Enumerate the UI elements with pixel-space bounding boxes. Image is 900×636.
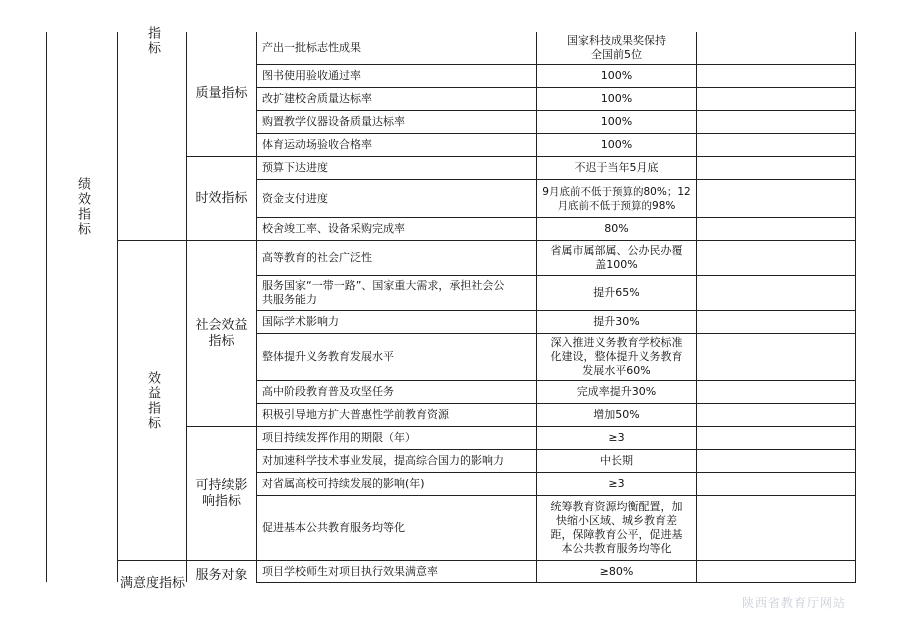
indicator-social: 社会效益指标: [195, 317, 248, 349]
table-row-8-value: 省属市属部属、公办民办覆 盖100%: [550, 244, 683, 271]
table-row-7-value: 80%: [604, 222, 629, 235]
table-row-2-name: 改扩建校舍质量达标率: [262, 92, 372, 105]
row-line-bottom: [256, 582, 856, 583]
indicator-service: 服务对象: [195, 568, 248, 583]
table-row-10-value: 提升30%: [593, 315, 640, 328]
table-row-11-name: 整体提升义务教育发展水平: [262, 350, 394, 363]
table-row-14-value: ≥3: [608, 431, 625, 444]
table-row-4-name: 体育运动场验收合格率: [262, 138, 372, 151]
table-row-13-value: 增加50%: [593, 408, 640, 421]
table-row-18-value: ≥80%: [599, 564, 634, 578]
subcategory-benefit: 效益指标: [145, 370, 160, 431]
table-divider-remark: [696, 32, 697, 582]
table-row-0-name: 产出一批标志性成果: [262, 41, 361, 54]
table-row-6-value: 9月底前不低于预算的80%；12 月底前不低于预算的98%: [542, 185, 691, 212]
table-row-11-value: 深入推进义务教育学校标准 化建设，整体提升义务教育 发展水平60%: [550, 336, 683, 377]
table-row-10-name: 国际学术影响力: [262, 315, 339, 328]
table-row-12-value: 完成率提升30%: [576, 385, 657, 398]
table-row-2-value: 100%: [600, 92, 633, 105]
indicator-sustain: 可持续影响指标: [195, 477, 248, 509]
table-row-17-value: 统筹教育资源均衡配置，加 快缩小区域、城乡教育差 距，保障教育公平，促进基 本公共教育服务均等化: [550, 500, 683, 555]
table-row-14-name: 项目持续发挥作用的期限（年）: [262, 431, 416, 444]
site-watermark: 陕西省教育厅网站: [742, 596, 847, 610]
subcategory-top-cut: 指标: [145, 26, 160, 56]
table-row-16-value: ≥3: [608, 477, 625, 490]
table-row-18-name: 项目学校师生对项目执行效果满意率: [262, 564, 438, 578]
table-row-1-name: 图书使用验收通过率: [262, 69, 361, 82]
table-row-4-value: 100%: [600, 138, 633, 151]
table-row-13-name: 积极引导地方扩大普惠性学前教育资源: [262, 408, 449, 421]
table-row-5-name: 预算下达进度: [262, 161, 328, 174]
indicator-quality: 质量指标: [195, 86, 248, 101]
category-performance: 绩效指标: [75, 177, 90, 237]
table-border-right: [855, 32, 856, 582]
table-row-1-value: 100%: [600, 69, 633, 82]
table-row-6-name: 资金支付进度: [262, 191, 328, 205]
table-row-15-value: 中长期: [600, 454, 633, 467]
table-row-16-name: 对省属高校可持续发展的影响(年): [262, 477, 425, 490]
table-row-3-name: 购置教学仪器设备质量达标率: [262, 115, 405, 128]
subcategory-satisfaction: 满意度指标: [120, 576, 186, 591]
table-row-9-value: 提升65%: [593, 286, 640, 299]
indicator-timeliness: 时效指标: [195, 190, 248, 206]
table-row-9-name: 服务国家“一带一路”、国家重大需求，承担社会公 共服务能力: [262, 279, 505, 306]
table-row-5-value: 不迟于当年5月底: [574, 161, 659, 174]
table-row-15-name: 对加速科学技术事业发展，提高综合国力的影响力: [262, 454, 504, 467]
table-row-12-name: 高中阶段教育普及攻坚任务: [262, 385, 394, 398]
table-row-17-name: 促进基本公共教育服务均等化: [262, 521, 405, 534]
table-row-0-value: 国家科技成果奖保持 全国前5位: [567, 34, 666, 61]
table-row-8-name: 高等教育的社会广泛性: [262, 251, 372, 264]
table-row-7-name: 校舍竣工率、设备采购完成率: [262, 222, 405, 235]
table-row-3-value: 100%: [600, 115, 633, 128]
